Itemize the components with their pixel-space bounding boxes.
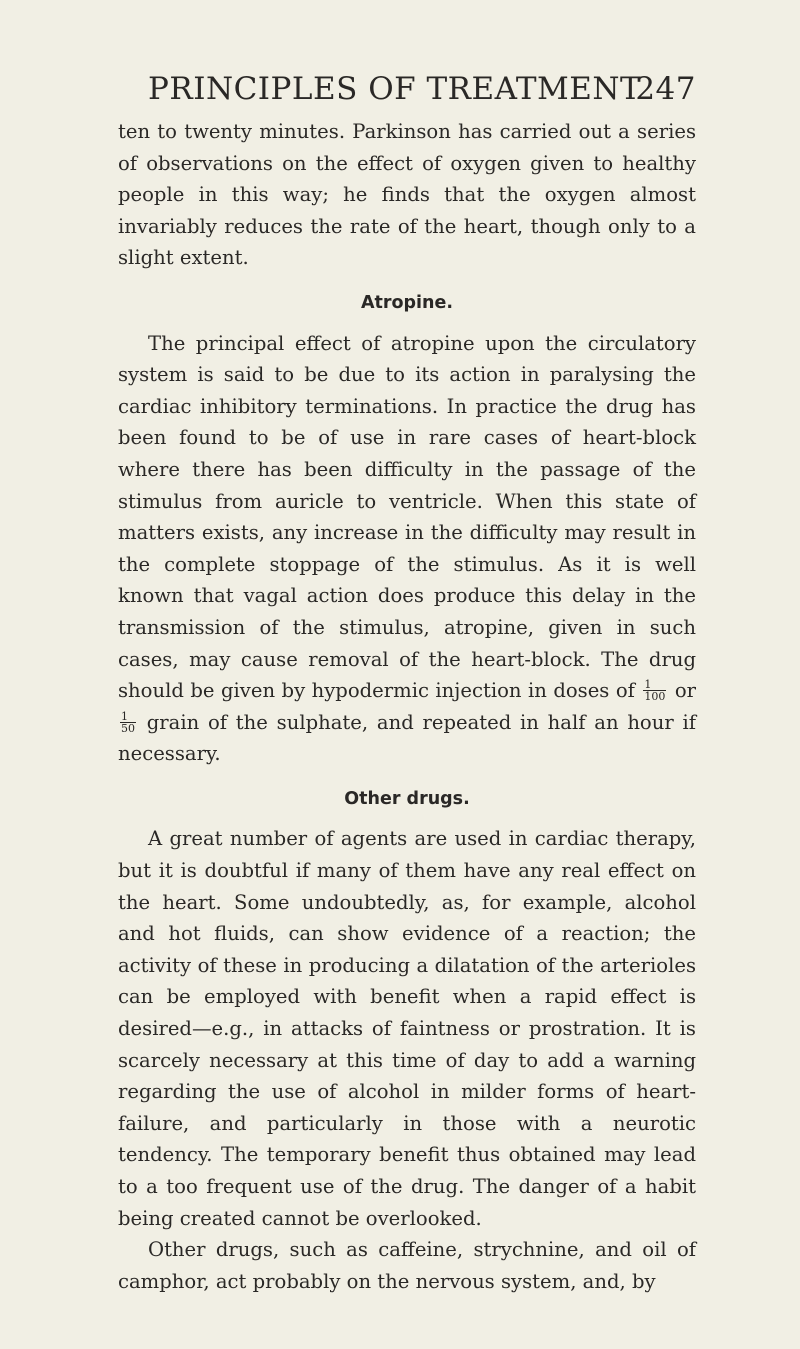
atropine-paragraph-tail: grain of the sulphate, and repeated in half an hour if necessary. (118, 710, 696, 766)
other-drugs-paragraph-one: A great number of agents are used in cardiac therapy, but it is doubtful if many of them have any real effect on the heart. Some undoubtedly, as, for example, alcohol and hot fluids, can show evidence of a reaction; the activity of these in producing a dilatation of the arterioles can be employed with benefit when a rapid effect is desired—e.g., in attacks of faintness or prostration. It is scarcely necessary at this time of day to add a warning regarding the use of alcohol in milder forms of heart-failure, and particularly in those with a neurotic tendency. The temporary benefit thus obtained may lead to a too frequent use of the drug. The danger of a habit being created cannot be overlooked. (118, 827, 696, 1230)
dose-fraction-two (120, 711, 136, 734)
running-head (118, 66, 696, 112)
dose-one-numerator: 1 (643, 679, 666, 691)
dose-fraction-one (643, 679, 666, 702)
page-number: 247 (635, 71, 696, 107)
other-drugs-paragraph-two: Other drugs, such as caffeine, strychnine, and oil of camphor, act probably on the nervous system, and, by (118, 1238, 696, 1293)
opening-paragraph: ten to twenty minutes. Parkinson has carried out a series of observations on the effect of oxygen given to healthy people in this way; he finds that the oxygen almost invariably reduces the rate of the heart, though only to a slight extent. (118, 120, 696, 270)
atropine-heading: Atropine. (360, 292, 454, 313)
dose-connector: or (674, 679, 696, 703)
book-page (118, 66, 696, 1297)
other-drugs-heading: Other drugs. (344, 788, 470, 809)
atropine-paragraph (118, 328, 696, 770)
dose-two-denominator: 50 (121, 721, 135, 735)
running-head-title: PRINCIPLES OF TREATMENT (148, 71, 642, 107)
dose-one-denominator: 100 (644, 690, 666, 704)
atropine-paragraph-text: The principal effect of atropine upon the circulatory system is said to be due to its action in paralysing the cardiac inhibitory terminations. In practice the drug has been found to be of use in rare cases of heart-block where there has been difficulty in the passage of the stimulus from auricle to ventricle. When this state of matters exists, any increase in the difficulty may result in the complete stoppage of the stimulus. As it is well known that vagal action does produce this delay in the transmission of the stimulus, atropine, given in such cases, may cause removal of the heart-block. The drug should be given by hypodermic injection in doses of (118, 331, 696, 703)
dose-two-numerator: 1 (120, 711, 136, 723)
